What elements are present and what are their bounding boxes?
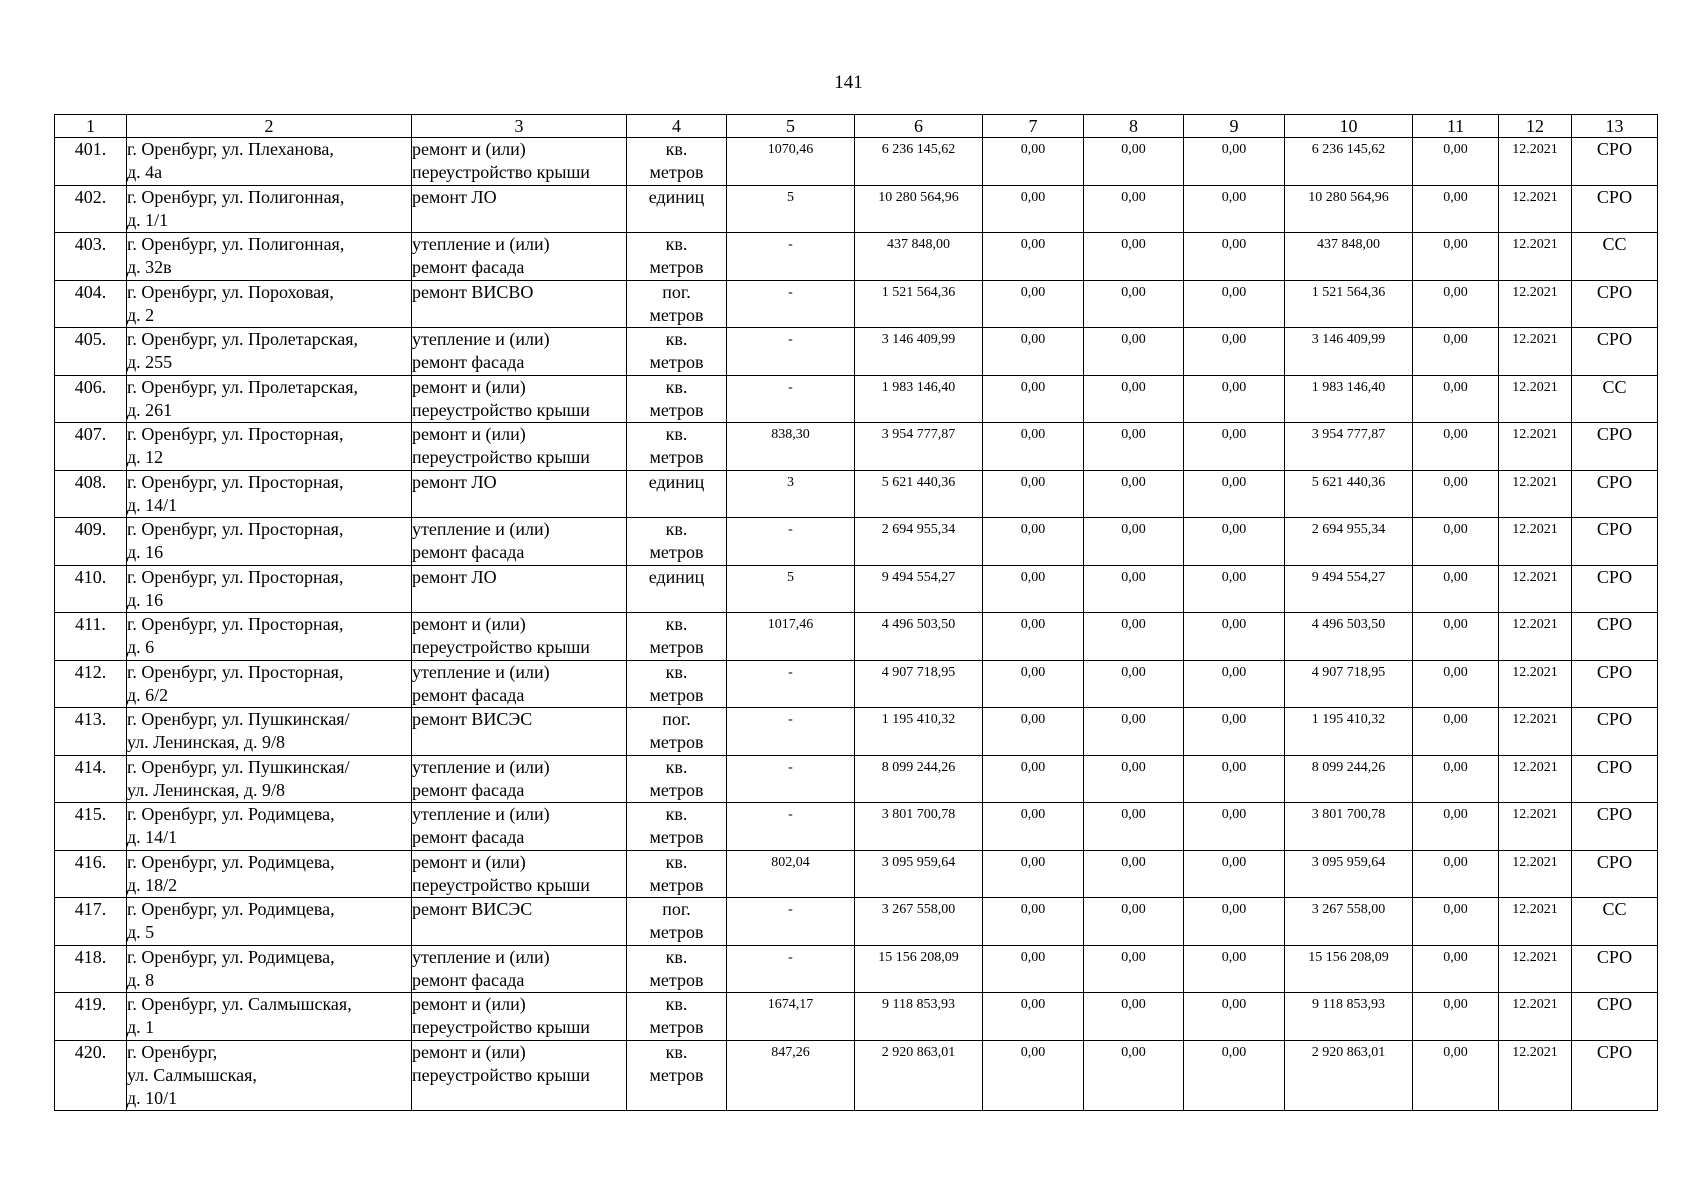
cost-cell: 0,00 bbox=[983, 328, 1084, 376]
fund-cost-cell: 6 236 145,62 bbox=[1285, 138, 1413, 186]
quantity-cell: 5 bbox=[727, 565, 855, 613]
table-row bbox=[55, 328, 1658, 376]
total-cost-cell: 3 801 700,78 bbox=[855, 803, 983, 851]
fund-cost-cell: 437 848,00 bbox=[1285, 233, 1413, 281]
address-cell: г. Оренбург, ул. Пролетарская, д. 261 bbox=[127, 375, 412, 423]
quantity-cell: - bbox=[727, 280, 855, 328]
table-row bbox=[55, 708, 1658, 756]
cost-cell: 0,00 bbox=[1413, 660, 1499, 708]
fund-cost-cell: 3 801 700,78 bbox=[1285, 803, 1413, 851]
cost-cell: 0,00 bbox=[1084, 850, 1184, 898]
unit-cell: пог. метров bbox=[627, 898, 727, 946]
table-row bbox=[55, 423, 1658, 471]
cost-cell: 0,00 bbox=[1184, 755, 1285, 803]
unit-cell: кв. метров bbox=[627, 518, 727, 566]
fund-cost-cell: 3 267 558,00 bbox=[1285, 898, 1413, 946]
total-cost-cell: 8 099 244,26 bbox=[855, 755, 983, 803]
cost-cell: 0,00 bbox=[1184, 898, 1285, 946]
deadline-cell: 12.2021 bbox=[1499, 518, 1572, 566]
cost-cell: 0,00 bbox=[1084, 233, 1184, 281]
cost-cell: 0,00 bbox=[1413, 993, 1499, 1041]
row-number: 407. bbox=[55, 423, 127, 471]
quantity-cell: - bbox=[727, 375, 855, 423]
cost-cell: 0,00 bbox=[1184, 613, 1285, 661]
cost-cell: 0,00 bbox=[983, 470, 1084, 518]
cost-cell: 0,00 bbox=[1184, 423, 1285, 471]
address-cell: г. Оренбург, ул. Салмышская, д. 1 bbox=[127, 993, 412, 1041]
table-row bbox=[55, 518, 1658, 566]
cost-cell: 0,00 bbox=[1084, 518, 1184, 566]
cost-cell: 0,00 bbox=[1084, 138, 1184, 186]
work-type-cell: ремонт ЛО bbox=[412, 565, 627, 613]
column-header: 10 bbox=[1285, 115, 1413, 138]
total-cost-cell: 3 267 558,00 bbox=[855, 898, 983, 946]
fund-cost-cell: 2 920 863,01 bbox=[1285, 1040, 1413, 1110]
column-header: 9 bbox=[1184, 115, 1285, 138]
row-number: 408. bbox=[55, 470, 127, 518]
unit-cell: кв. метров bbox=[627, 233, 727, 281]
deadline-cell: 12.2021 bbox=[1499, 993, 1572, 1041]
row-number: 418. bbox=[55, 945, 127, 993]
deadline-cell: 12.2021 bbox=[1499, 375, 1572, 423]
deadline-cell: 12.2021 bbox=[1499, 803, 1572, 851]
deadline-cell: 12.2021 bbox=[1499, 708, 1572, 756]
cost-cell: 0,00 bbox=[1084, 328, 1184, 376]
unit-cell: единиц bbox=[627, 565, 727, 613]
cost-cell: 0,00 bbox=[1084, 280, 1184, 328]
unit-cell: кв. метров bbox=[627, 138, 727, 186]
work-type-cell: утепление и (или) ремонт фасада bbox=[412, 755, 627, 803]
cost-cell: 0,00 bbox=[983, 993, 1084, 1041]
cost-cell: 0,00 bbox=[983, 755, 1084, 803]
deadline-cell: 12.2021 bbox=[1499, 898, 1572, 946]
row-number: 401. bbox=[55, 138, 127, 186]
fund-cost-cell: 3 095 959,64 bbox=[1285, 850, 1413, 898]
deadline-cell: 12.2021 bbox=[1499, 280, 1572, 328]
total-cost-cell: 6 236 145,62 bbox=[855, 138, 983, 186]
quantity-cell: - bbox=[727, 755, 855, 803]
work-type-cell: ремонт и (или) переустройство крыши bbox=[412, 423, 627, 471]
quantity-cell: 1674,17 bbox=[727, 993, 855, 1041]
cost-cell: 0,00 bbox=[1413, 755, 1499, 803]
deadline-cell: 12.2021 bbox=[1499, 755, 1572, 803]
address-cell: г. Оренбург, ул. Полигонная, д. 32в bbox=[127, 233, 412, 281]
fund-cost-cell: 3 954 777,87 bbox=[1285, 423, 1413, 471]
row-number: 404. bbox=[55, 280, 127, 328]
total-cost-cell: 15 156 208,09 bbox=[855, 945, 983, 993]
cost-cell: 0,00 bbox=[1413, 518, 1499, 566]
total-cost-cell: 10 280 564,96 bbox=[855, 185, 983, 233]
work-type-cell: ремонт и (или) переустройство крыши bbox=[412, 850, 627, 898]
fund-cost-cell: 3 146 409,99 bbox=[1285, 328, 1413, 376]
deadline-cell: 12.2021 bbox=[1499, 138, 1572, 186]
column-header: 5 bbox=[727, 115, 855, 138]
cost-cell: 0,00 bbox=[1084, 945, 1184, 993]
column-header: 11 bbox=[1413, 115, 1499, 138]
cost-cell: 0,00 bbox=[1413, 803, 1499, 851]
fund-cost-cell: 4 907 718,95 bbox=[1285, 660, 1413, 708]
work-type-cell: ремонт ЛО bbox=[412, 470, 627, 518]
funding-method-cell: СРО bbox=[1572, 993, 1658, 1041]
total-cost-cell: 9 494 554,27 bbox=[855, 565, 983, 613]
work-type-cell: ремонт и (или) переустройство крыши bbox=[412, 1040, 627, 1110]
table-row bbox=[55, 993, 1658, 1041]
funding-method-cell: СРО bbox=[1572, 565, 1658, 613]
table-row bbox=[55, 565, 1658, 613]
quantity-cell: 3 bbox=[727, 470, 855, 518]
table-row bbox=[55, 755, 1658, 803]
row-number: 403. bbox=[55, 233, 127, 281]
row-number: 420. bbox=[55, 1040, 127, 1110]
row-number: 406. bbox=[55, 375, 127, 423]
unit-cell: кв. метров bbox=[627, 755, 727, 803]
work-type-cell: утепление и (или) ремонт фасада bbox=[412, 660, 627, 708]
table-row bbox=[55, 803, 1658, 851]
quantity-cell: - bbox=[727, 328, 855, 376]
address-cell: г. Оренбург, ул. Пролетарская, д. 255 bbox=[127, 328, 412, 376]
address-cell: г. Оренбург, ул. Просторная, д. 6/2 bbox=[127, 660, 412, 708]
address-cell: г. Оренбург, ул. Просторная, д. 12 bbox=[127, 423, 412, 471]
total-cost-cell: 4 496 503,50 bbox=[855, 613, 983, 661]
unit-cell: пог. метров bbox=[627, 708, 727, 756]
quantity-cell: 5 bbox=[727, 185, 855, 233]
cost-cell: 0,00 bbox=[1413, 708, 1499, 756]
total-cost-cell: 3 095 959,64 bbox=[855, 850, 983, 898]
column-header: 1 bbox=[55, 115, 127, 138]
cost-cell: 0,00 bbox=[1413, 470, 1499, 518]
work-type-cell: утепление и (или) ремонт фасада bbox=[412, 328, 627, 376]
table-row bbox=[55, 280, 1658, 328]
row-number: 413. bbox=[55, 708, 127, 756]
quantity-cell: - bbox=[727, 898, 855, 946]
total-cost-cell: 4 907 718,95 bbox=[855, 660, 983, 708]
funding-method-cell: СС bbox=[1572, 375, 1658, 423]
row-number: 414. bbox=[55, 755, 127, 803]
address-cell: г. Оренбург, ул. Пушкинская/ ул. Ленинская, д. 9/8 bbox=[127, 708, 412, 756]
cost-cell: 0,00 bbox=[1084, 423, 1184, 471]
cost-cell: 0,00 bbox=[983, 898, 1084, 946]
table-row bbox=[55, 185, 1658, 233]
work-type-cell: утепление и (или) ремонт фасада bbox=[412, 518, 627, 566]
deadline-cell: 12.2021 bbox=[1499, 850, 1572, 898]
cost-cell: 0,00 bbox=[983, 280, 1084, 328]
total-cost-cell: 1 521 564,36 bbox=[855, 280, 983, 328]
total-cost-cell: 1 983 146,40 bbox=[855, 375, 983, 423]
table-row bbox=[55, 660, 1658, 708]
fund-cost-cell: 8 099 244,26 bbox=[1285, 755, 1413, 803]
cost-cell: 0,00 bbox=[1184, 328, 1285, 376]
column-header: 2 bbox=[127, 115, 412, 138]
cost-cell: 0,00 bbox=[1413, 185, 1499, 233]
quantity-cell: 847,26 bbox=[727, 1040, 855, 1110]
work-type-cell: ремонт ВИСЭС bbox=[412, 898, 627, 946]
cost-cell: 0,00 bbox=[1084, 470, 1184, 518]
row-number: 409. bbox=[55, 518, 127, 566]
column-header: 13 bbox=[1572, 115, 1658, 138]
funding-method-cell: СРО bbox=[1572, 1040, 1658, 1110]
cost-cell: 0,00 bbox=[983, 138, 1084, 186]
funding-method-cell: СРО bbox=[1572, 850, 1658, 898]
unit-cell: кв. метров bbox=[627, 375, 727, 423]
table-row bbox=[55, 850, 1658, 898]
quantity-cell: 802,04 bbox=[727, 850, 855, 898]
funding-method-cell: СРО bbox=[1572, 803, 1658, 851]
funding-method-cell: СРО bbox=[1572, 470, 1658, 518]
cost-cell: 0,00 bbox=[1413, 328, 1499, 376]
address-cell: г. Оренбург, ул. Родимцева, д. 18/2 bbox=[127, 850, 412, 898]
row-number: 411. bbox=[55, 613, 127, 661]
funding-method-cell: СРО bbox=[1572, 660, 1658, 708]
fund-cost-cell: 9 118 853,93 bbox=[1285, 993, 1413, 1041]
row-number: 402. bbox=[55, 185, 127, 233]
cost-cell: 0,00 bbox=[1084, 660, 1184, 708]
row-number: 405. bbox=[55, 328, 127, 376]
fund-cost-cell: 9 494 554,27 bbox=[1285, 565, 1413, 613]
funding-method-cell: СС bbox=[1572, 233, 1658, 281]
quantity-cell: 1070,46 bbox=[727, 138, 855, 186]
work-type-cell: ремонт и (или) переустройство крыши bbox=[412, 138, 627, 186]
row-number: 416. bbox=[55, 850, 127, 898]
cost-cell: 0,00 bbox=[1084, 898, 1184, 946]
work-type-cell: утепление и (или) ремонт фасада bbox=[412, 803, 627, 851]
address-cell: г. Оренбург, ул. Родимцева, д. 14/1 bbox=[127, 803, 412, 851]
deadline-cell: 12.2021 bbox=[1499, 328, 1572, 376]
cost-cell: 0,00 bbox=[1413, 280, 1499, 328]
cost-cell: 0,00 bbox=[983, 518, 1084, 566]
address-cell: г. Оренбург, ул. Просторная, д. 16 bbox=[127, 565, 412, 613]
unit-cell: кв. метров bbox=[627, 328, 727, 376]
funding-method-cell: СРО bbox=[1572, 280, 1658, 328]
cost-cell: 0,00 bbox=[983, 708, 1084, 756]
cost-cell: 0,00 bbox=[1184, 660, 1285, 708]
quantity-cell: - bbox=[727, 518, 855, 566]
deadline-cell: 12.2021 bbox=[1499, 565, 1572, 613]
funding-method-cell: СРО bbox=[1572, 138, 1658, 186]
cost-cell: 0,00 bbox=[983, 565, 1084, 613]
unit-cell: кв. метров bbox=[627, 660, 727, 708]
quantity-cell: 1017,46 bbox=[727, 613, 855, 661]
cost-cell: 0,00 bbox=[983, 1040, 1084, 1110]
cost-cell: 0,00 bbox=[1184, 185, 1285, 233]
unit-cell: кв. метров bbox=[627, 945, 727, 993]
cost-cell: 0,00 bbox=[1084, 375, 1184, 423]
address-cell: г. Оренбург, ул. Просторная, д. 6 bbox=[127, 613, 412, 661]
cost-cell: 0,00 bbox=[983, 185, 1084, 233]
work-type-cell: ремонт и (или) переустройство крыши bbox=[412, 375, 627, 423]
page-number: 141 bbox=[834, 72, 863, 93]
table-row bbox=[55, 945, 1658, 993]
cost-cell: 0,00 bbox=[983, 945, 1084, 993]
cost-cell: 0,00 bbox=[983, 660, 1084, 708]
fund-cost-cell: 1 195 410,32 bbox=[1285, 708, 1413, 756]
quantity-cell: - bbox=[727, 803, 855, 851]
table-body bbox=[55, 138, 1658, 1111]
table-row bbox=[55, 613, 1658, 661]
quantity-cell: - bbox=[727, 233, 855, 281]
address-cell: г. Оренбург, ул. Плеханова, д. 4а bbox=[127, 138, 412, 186]
cost-cell: 0,00 bbox=[1413, 945, 1499, 993]
funding-method-cell: СРО bbox=[1572, 518, 1658, 566]
work-type-cell: ремонт ВИСВО bbox=[412, 280, 627, 328]
address-cell: г. Оренбург, ул. Пороховая, д. 2 bbox=[127, 280, 412, 328]
address-cell: г. Оренбург, ул. Родимцева, д. 5 bbox=[127, 898, 412, 946]
cost-cell: 0,00 bbox=[1084, 1040, 1184, 1110]
cost-cell: 0,00 bbox=[1413, 375, 1499, 423]
funding-method-cell: СРО bbox=[1572, 185, 1658, 233]
cost-cell: 0,00 bbox=[1413, 423, 1499, 471]
total-cost-cell: 437 848,00 bbox=[855, 233, 983, 281]
cost-cell: 0,00 bbox=[1184, 233, 1285, 281]
cost-cell: 0,00 bbox=[1413, 233, 1499, 281]
address-cell: г. Оренбург, ул. Родимцева, д. 8 bbox=[127, 945, 412, 993]
total-cost-cell: 9 118 853,93 bbox=[855, 993, 983, 1041]
table-row bbox=[55, 233, 1658, 281]
column-header: 12 bbox=[1499, 115, 1572, 138]
deadline-cell: 12.2021 bbox=[1499, 470, 1572, 518]
cost-cell: 0,00 bbox=[1184, 565, 1285, 613]
row-number: 417. bbox=[55, 898, 127, 946]
total-cost-cell: 1 195 410,32 bbox=[855, 708, 983, 756]
cost-cell: 0,00 bbox=[1184, 993, 1285, 1041]
cost-cell: 0,00 bbox=[1413, 1040, 1499, 1110]
deadline-cell: 12.2021 bbox=[1499, 185, 1572, 233]
cost-cell: 0,00 bbox=[1084, 613, 1184, 661]
funding-method-cell: СРО bbox=[1572, 423, 1658, 471]
cost-cell: 0,00 bbox=[1084, 185, 1184, 233]
cost-cell: 0,00 bbox=[1184, 1040, 1285, 1110]
unit-cell: кв. метров bbox=[627, 850, 727, 898]
deadline-cell: 12.2021 bbox=[1499, 660, 1572, 708]
cost-cell: 0,00 bbox=[1184, 470, 1285, 518]
column-number-row bbox=[55, 115, 1658, 138]
row-number: 410. bbox=[55, 565, 127, 613]
work-type-cell: ремонт и (или) переустройство крыши bbox=[412, 613, 627, 661]
unit-cell: кв. метров bbox=[627, 803, 727, 851]
fund-cost-cell: 1 521 564,36 bbox=[1285, 280, 1413, 328]
fund-cost-cell: 4 496 503,50 bbox=[1285, 613, 1413, 661]
address-cell: г. Оренбург, ул. Просторная, д. 16 bbox=[127, 518, 412, 566]
work-type-cell: ремонт ВИСЭС bbox=[412, 708, 627, 756]
table-row bbox=[55, 898, 1658, 946]
total-cost-cell: 3 146 409,99 bbox=[855, 328, 983, 376]
row-number: 419. bbox=[55, 993, 127, 1041]
table-row bbox=[55, 470, 1658, 518]
unit-cell: кв. метров bbox=[627, 993, 727, 1041]
quantity-cell: - bbox=[727, 945, 855, 993]
table-row bbox=[55, 1040, 1658, 1110]
cost-cell: 0,00 bbox=[1184, 138, 1285, 186]
table-row bbox=[55, 375, 1658, 423]
cost-cell: 0,00 bbox=[1184, 518, 1285, 566]
address-cell: г. Оренбург, ул. Пушкинская/ ул. Ленинская, д. 9/8 bbox=[127, 755, 412, 803]
quantity-cell: 838,30 bbox=[727, 423, 855, 471]
column-header: 6 bbox=[855, 115, 983, 138]
column-header: 7 bbox=[983, 115, 1084, 138]
column-header: 8 bbox=[1084, 115, 1184, 138]
cost-cell: 0,00 bbox=[983, 423, 1084, 471]
repair-program-table bbox=[54, 114, 1658, 1111]
address-cell: г. Оренбург, ул. Салмышская, д. 10/1 bbox=[127, 1040, 412, 1110]
fund-cost-cell: 10 280 564,96 bbox=[1285, 185, 1413, 233]
address-cell: г. Оренбург, ул. Просторная, д. 14/1 bbox=[127, 470, 412, 518]
quantity-cell: - bbox=[727, 660, 855, 708]
work-type-cell: утепление и (или) ремонт фасада bbox=[412, 945, 627, 993]
cost-cell: 0,00 bbox=[1084, 993, 1184, 1041]
cost-cell: 0,00 bbox=[1084, 755, 1184, 803]
cost-cell: 0,00 bbox=[1084, 565, 1184, 613]
unit-cell: кв. метров bbox=[627, 613, 727, 661]
unit-cell: единиц bbox=[627, 470, 727, 518]
deadline-cell: 12.2021 bbox=[1499, 945, 1572, 993]
table-row bbox=[55, 138, 1658, 186]
work-type-cell: ремонт ЛО bbox=[412, 185, 627, 233]
deadline-cell: 12.2021 bbox=[1499, 613, 1572, 661]
unit-cell: пог. метров bbox=[627, 280, 727, 328]
cost-cell: 0,00 bbox=[983, 803, 1084, 851]
funding-method-cell: СРО bbox=[1572, 708, 1658, 756]
cost-cell: 0,00 bbox=[983, 850, 1084, 898]
work-type-cell: утепление и (или) ремонт фасада bbox=[412, 233, 627, 281]
deadline-cell: 12.2021 bbox=[1499, 233, 1572, 281]
column-header: 4 bbox=[627, 115, 727, 138]
cost-cell: 0,00 bbox=[1084, 803, 1184, 851]
row-number: 415. bbox=[55, 803, 127, 851]
quantity-cell: - bbox=[727, 708, 855, 756]
cost-cell: 0,00 bbox=[1184, 708, 1285, 756]
funding-method-cell: СРО bbox=[1572, 755, 1658, 803]
deadline-cell: 12.2021 bbox=[1499, 1040, 1572, 1110]
funding-method-cell: СРО bbox=[1572, 945, 1658, 993]
work-type-cell: ремонт и (или) переустройство крыши bbox=[412, 993, 627, 1041]
fund-cost-cell: 15 156 208,09 bbox=[1285, 945, 1413, 993]
cost-cell: 0,00 bbox=[1413, 138, 1499, 186]
total-cost-cell: 5 621 440,36 bbox=[855, 470, 983, 518]
fund-cost-cell: 5 621 440,36 bbox=[1285, 470, 1413, 518]
fund-cost-cell: 2 694 955,34 bbox=[1285, 518, 1413, 566]
cost-cell: 0,00 bbox=[983, 613, 1084, 661]
fund-cost-cell: 1 983 146,40 bbox=[1285, 375, 1413, 423]
cost-cell: 0,00 bbox=[1184, 803, 1285, 851]
funding-method-cell: СРО bbox=[1572, 613, 1658, 661]
row-number: 412. bbox=[55, 660, 127, 708]
cost-cell: 0,00 bbox=[1413, 898, 1499, 946]
cost-cell: 0,00 bbox=[1184, 280, 1285, 328]
unit-cell: единиц bbox=[627, 185, 727, 233]
cost-cell: 0,00 bbox=[983, 375, 1084, 423]
cost-cell: 0,00 bbox=[1413, 565, 1499, 613]
cost-cell: 0,00 bbox=[1184, 945, 1285, 993]
unit-cell: кв. метров bbox=[627, 1040, 727, 1110]
deadline-cell: 12.2021 bbox=[1499, 423, 1572, 471]
total-cost-cell: 3 954 777,87 bbox=[855, 423, 983, 471]
total-cost-cell: 2 920 863,01 bbox=[855, 1040, 983, 1110]
cost-cell: 0,00 bbox=[1184, 850, 1285, 898]
cost-cell: 0,00 bbox=[1413, 850, 1499, 898]
cost-cell: 0,00 bbox=[1084, 708, 1184, 756]
address-cell: г. Оренбург, ул. Полигонная, д. 1/1 bbox=[127, 185, 412, 233]
cost-cell: 0,00 bbox=[1184, 375, 1285, 423]
funding-method-cell: СС bbox=[1572, 898, 1658, 946]
cost-cell: 0,00 bbox=[983, 233, 1084, 281]
column-header: 3 bbox=[412, 115, 627, 138]
unit-cell: кв. метров bbox=[627, 423, 727, 471]
total-cost-cell: 2 694 955,34 bbox=[855, 518, 983, 566]
funding-method-cell: СРО bbox=[1572, 328, 1658, 376]
cost-cell: 0,00 bbox=[1413, 613, 1499, 661]
